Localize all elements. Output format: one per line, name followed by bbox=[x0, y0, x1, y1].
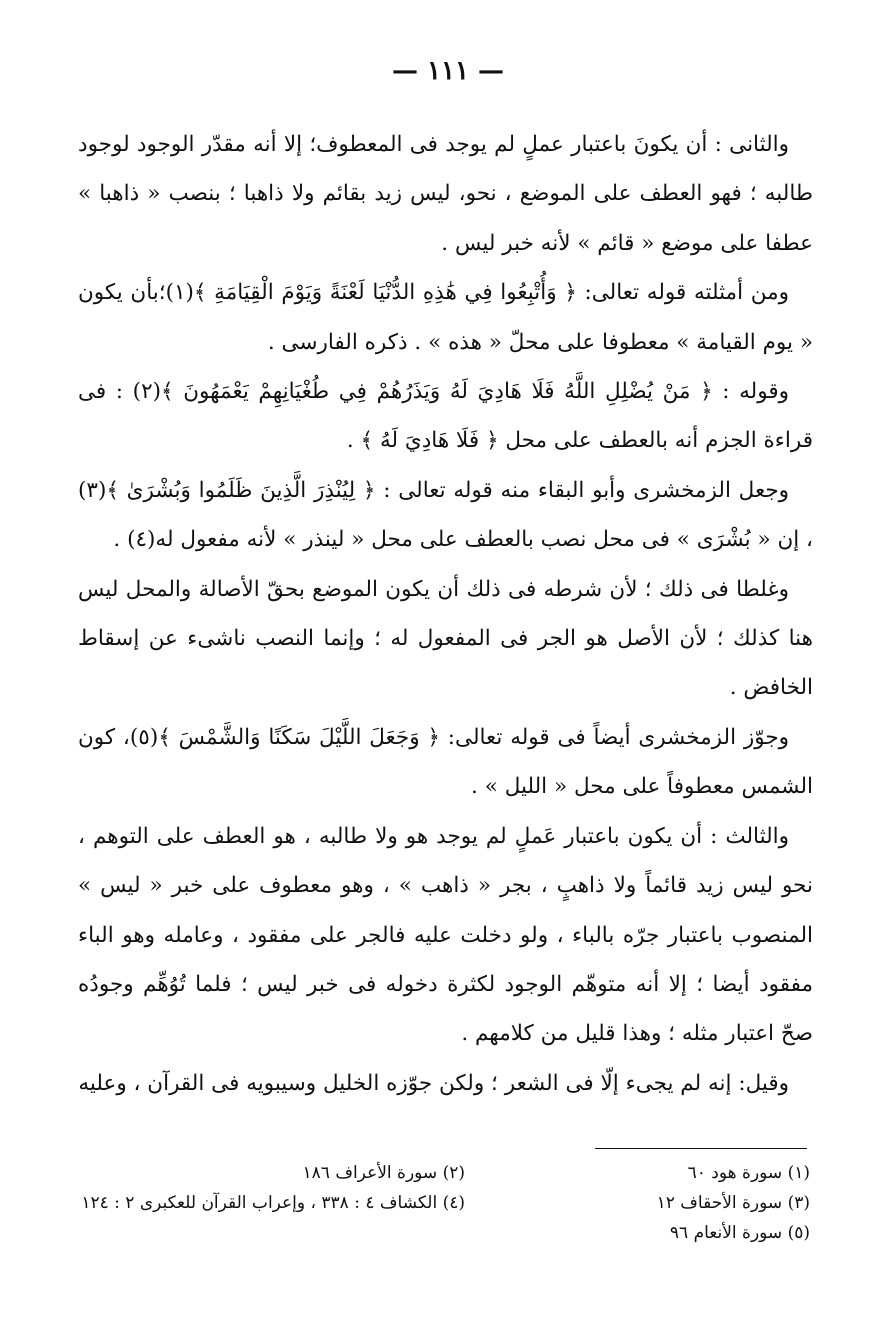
footnote-divider bbox=[595, 1148, 807, 1149]
paragraph: وقوله : ﴿ مَنْ يُضْلِلِ اللَّهُ فَلَا هَادِيَ لَهُ وَيَذَرُهُمْ فِي طُغْيَانِهِمْ يَعْمَهُونَ ﴾(٢) : فى قراءة الجزم أنه بالعطف على محل ﴿ فَلَا هَادِيَ لَهُ ﴾ . bbox=[78, 379, 813, 454]
footnote-1: (١) سورة هود ٦٠ bbox=[687, 1163, 810, 1183]
paragraph: وقيل: إنه لم يجىء إلّا فى الشعر ؛ ولكن جوّزه الخليل وسيبويه فى القرآن ، وعليه bbox=[78, 1070, 789, 1096]
footnote-2: (٢) سورة الأعراف ١٨٦ bbox=[302, 1163, 465, 1183]
footnote-4: (٤) الكشاف ٤ : ٣٣٨ ، وإعراب القرآن للعكبرى ٢ : ١٢٤ bbox=[81, 1193, 465, 1213]
footnotes-right-column bbox=[580, 1158, 810, 1248]
paragraph: والثالث : أن يكون باعتبار عَملٍ لم يوجد هو ولا طالبه ، هو العطف على التوهم ، نحو ليس زيد قائماً ولا ذاهبٍ ، بجر « ذاهب » ، وهو معطوف على خبر « ليس » المنصوب باعتبار جرّه بالباء ، ولو دخلت عليه فالجر على مفقود ، وعامله وهو الباء مفقود أيضا ؛ إلا أنه متوهّم الوجود لكثرة دخوله فى خبر ليس ؛ فلما تُوُهِّم وجودُه صحّ اعتبار مثله ؛ وهذا قليل من كلامهم . bbox=[78, 823, 813, 1047]
footnote-3: (٣) سورة الأحقاف ١٢ bbox=[656, 1193, 810, 1213]
paragraph: وغلطا فى ذلك ؛ لأن شرطه فى ذلك أن يكون الموضع بحقّ الأصالة والمحل ليس هنا كذلك ؛ لأن الأصل هو الجر فى المفعول له ؛ وإنما النصب ناشىء عن إسقاط الخافض . bbox=[78, 576, 813, 701]
footnotes bbox=[76, 1158, 810, 1258]
paragraph: ومن أمثلته قوله تعالى: ﴿ وَأُتْبِعُوا فِي هَٰذِهِ الدُّنْيَا لَعْنَةً وَيَوْمَ الْقِيَامَةِ ﴾(١)؛بأن يكون « يوم القيامة » معطوفا على محلّ « هذه » . ذكره الفارسى . bbox=[78, 280, 813, 355]
page-number: — ١١١ — bbox=[391, 56, 505, 86]
paragraph: وجوّز الزمخشرى أيضاً فى قوله تعالى: ﴿ وَجَعَلَ اللَّيْلَ سَكَنًا وَالشَّمْسَ ﴾(٥)، كون الشمس معطوفاً على محل « الليل » . bbox=[78, 724, 813, 800]
paragraph: وجعل الزمخشرى وأبو البقاء منه قوله تعالى : ﴿ لِيُنْذِرَ الَّذِينَ ظَلَمُوا وَبُشْرَىٰ ﴾(٣) ، إن « بُشْرَى » فى محل نصب بالعطف على محل « لينذر » لأنه مفعول له(٤) . bbox=[78, 477, 813, 553]
paragraph: والثانى : أن يكونَ باعتبار عملٍ لم يوجد فى المعطوف؛ إلا أنه مقدّر الوجود لوجود طالبه ؛ فهو العطف على الموضع ، نحو، ليس زيد بقائم ولا ذاهبا ؛ بنصب « ذاهبا » عطفا على موضع « قائم » لأنه خبر ليس . bbox=[78, 132, 813, 256]
footnote-5: (٥) سورة الأنعام ٩٦ bbox=[669, 1223, 810, 1243]
body-text bbox=[78, 120, 813, 1108]
footnotes-left-column bbox=[70, 1158, 465, 1218]
